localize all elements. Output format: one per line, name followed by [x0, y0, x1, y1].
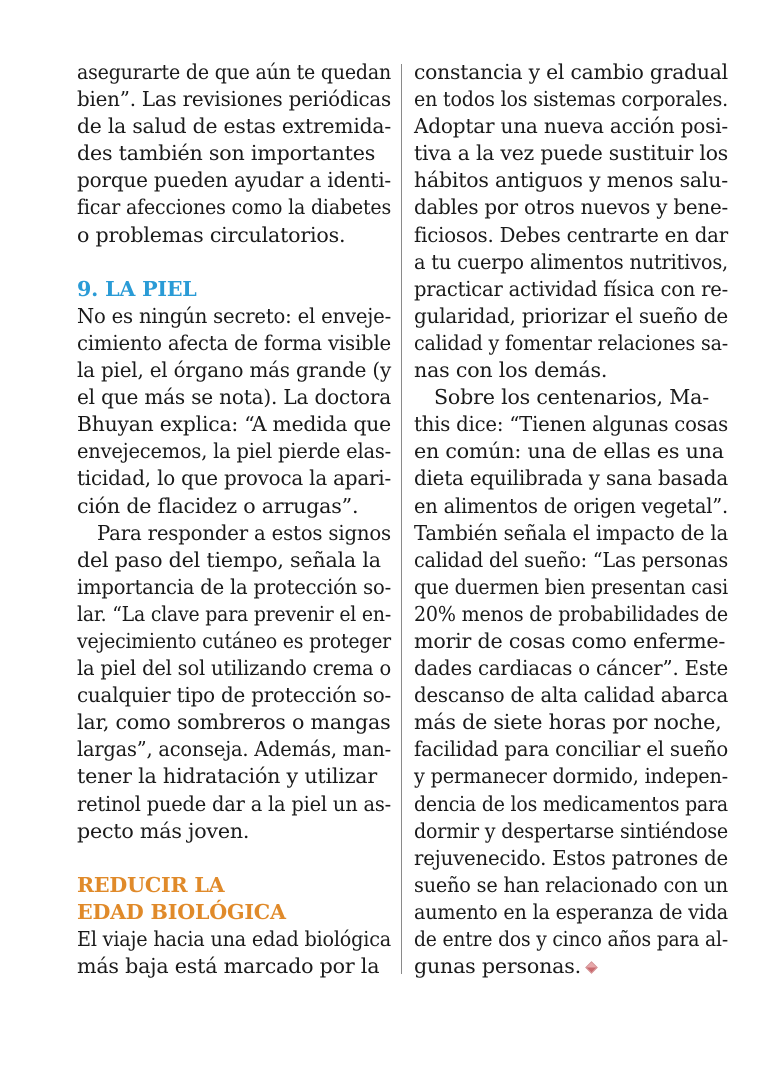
line-text: pecto más joven.: [77, 818, 250, 843]
text-line: [414, 303, 728, 330]
section-heading: [77, 276, 391, 303]
line-text: más de siete horas por noche,: [414, 710, 722, 735]
line-text: de la salud de estas extremida-: [77, 114, 391, 139]
line-text: calidad del sueño: “Las personas: [414, 547, 728, 572]
text-line: [414, 791, 728, 818]
text-line: [414, 222, 728, 249]
text-line: [414, 628, 728, 655]
line-text: o problemas circulatorios.: [77, 222, 346, 247]
line-text: ción de flacidez o arrugas”.: [77, 493, 359, 518]
line-text: envejecemos, la piel pierde elas-: [77, 439, 391, 464]
text-line: [414, 736, 728, 763]
text-line: [77, 357, 391, 384]
text-line: [414, 411, 728, 438]
line-text: retinol puede dar a la piel un as-: [77, 791, 391, 816]
line-text: asegurarte de que aún te quedan: [77, 60, 391, 84]
text-line: [77, 791, 391, 818]
text-line: [77, 736, 391, 763]
diamond-end-mark-icon: [585, 961, 598, 974]
text-line: [414, 655, 728, 682]
section-heading: [77, 872, 391, 899]
line-text: facilidad para conciliar el sueño: [414, 737, 729, 762]
line-text: de entre dos y cinco años para al-: [414, 927, 729, 951]
line-text: lar, como sombreros o mangas: [77, 710, 391, 735]
line-text: El viaje hacia una edad biológica: [77, 927, 392, 951]
text-line: [77, 601, 391, 628]
line-text: cualquier tipo de protección so-: [77, 683, 391, 708]
line-text: sueño se han relacionado con un: [414, 872, 728, 897]
line-text: Para responder a estos signos: [97, 520, 391, 545]
text-line: [77, 113, 391, 140]
left-text-column: [77, 59, 391, 980]
text-line: [414, 59, 728, 86]
paragraph-first-line: [77, 520, 391, 547]
text-line: [414, 872, 728, 899]
line-text: También señala el impacto de la: [414, 520, 728, 545]
section-heading: [77, 899, 391, 926]
paragraph-first-line: [414, 384, 728, 411]
text-line: [414, 167, 728, 194]
text-line: [414, 926, 728, 953]
line-text: importancia de la protección so-: [77, 574, 391, 599]
line-text: EDAD BIOLÓGICA: [77, 899, 286, 924]
text-line: [77, 438, 391, 465]
line-text: hábitos antiguos y menos salu-: [414, 168, 728, 193]
text-line: [414, 601, 728, 628]
text-line: [414, 520, 728, 547]
text-line: [77, 411, 391, 438]
line-text: descanso de alta calidad abarca: [414, 683, 729, 708]
line-text: REDUCIR LA: [77, 872, 225, 897]
line-text: constancia y el cambio gradual: [414, 60, 728, 84]
line-text: en alimentos de origen vegetal”.: [414, 493, 728, 518]
line-text: a tu cuerpo alimentos nutritivos,: [414, 249, 729, 274]
text-line: [77, 86, 391, 113]
text-line: [77, 547, 391, 574]
line-text: No es ningún secreto: el enveje-: [77, 303, 392, 328]
line-text: el que más se nota). La doctora: [77, 385, 391, 410]
line-text: en todos los sistemas corporales.: [414, 87, 728, 112]
line-text: dables por otros nuevos y bene-: [414, 195, 728, 220]
text-line: [77, 628, 391, 655]
text-line: [414, 547, 728, 574]
column-divider: [401, 64, 402, 974]
line-text: Sobre los centenarios, Ma-: [434, 385, 709, 410]
line-text: 9. LA PIEL: [77, 276, 197, 301]
line-text: ticidad, lo que provoca la apari-: [77, 466, 392, 491]
text-line: [77, 709, 391, 736]
text-line: [77, 763, 391, 790]
line-text: ficar afecciones como la diabetes: [77, 195, 391, 220]
text-line: [414, 763, 728, 790]
text-line: [414, 845, 728, 872]
text-line: [77, 682, 391, 709]
line-text: y permanecer dormido, indepen-: [414, 764, 729, 789]
text-line: [414, 113, 728, 140]
line-text: que duermen bien presentan casi: [414, 574, 728, 599]
line-text: vejecimiento cutáneo es proteger: [77, 628, 392, 653]
text-line: [414, 194, 728, 221]
line-text: Bhuyan explica: “A medida que: [77, 412, 391, 437]
line-text: del paso del tiempo, señala la: [77, 547, 381, 572]
line-text: bien”. Las revisiones periódicas: [77, 87, 392, 112]
line-text: más baja está marcado por la: [77, 954, 380, 979]
line-text: practicar actividad física con re-: [414, 276, 728, 301]
text-line: [77, 167, 391, 194]
text-line: [414, 493, 728, 520]
line-text: largas”, aconseja. Además, man-: [77, 737, 391, 762]
line-text: tener la hidratación y utilizar: [77, 764, 378, 789]
text-line: [77, 303, 391, 330]
line-text: 20% menos de probabilidades de: [414, 601, 729, 626]
line-text: dencia de los medicamentos para: [414, 791, 728, 816]
line-text: Adoptar una nueva acción posi-: [414, 114, 728, 139]
text-line: [414, 574, 728, 601]
text-line: [414, 899, 728, 926]
line-text: en común: una de ellas es una: [414, 439, 724, 464]
text-line: [77, 222, 391, 249]
line-text: this dice: “Tienen algunas cosas: [414, 412, 728, 437]
text-line: [77, 465, 391, 492]
text-line: [414, 330, 728, 357]
line-text: rejuvenecido. Estos patrones de: [414, 845, 729, 870]
text-line: [414, 357, 728, 384]
text-line: [414, 709, 728, 736]
line-text: dades cardiacas o cáncer”. Este: [414, 656, 728, 681]
line-text: des también son importantes: [77, 141, 376, 166]
line-text: lar. “La clave para prevenir el en-: [77, 601, 391, 626]
line-text: morir de cosas como enferme-: [414, 628, 726, 653]
line-text: calidad y fomentar relaciones sa-: [414, 330, 728, 355]
text-line: [77, 194, 391, 221]
text-line: [414, 140, 728, 167]
text-line: [77, 574, 391, 601]
text-line: [77, 140, 391, 167]
line-text: tiva a la vez puede sustituir los: [414, 141, 728, 166]
line-text: porque pueden ayudar a identi-: [77, 168, 392, 193]
text-line: [414, 953, 728, 980]
right-text-column: [414, 59, 728, 980]
line-text: aumento en la esperanza de vida: [414, 899, 728, 924]
text-line: [414, 249, 728, 276]
line-text: la piel del sol utilizando crema o: [77, 656, 391, 681]
text-line: [77, 330, 391, 357]
paragraph-spacer: [77, 845, 391, 872]
line-text: cimiento afecta de forma visible: [77, 330, 392, 355]
text-line: [77, 953, 391, 980]
text-line: [77, 818, 391, 845]
text-line: [414, 438, 728, 465]
line-text: gularidad, priorizar el sueño de: [414, 303, 728, 328]
text-line: [414, 86, 728, 113]
line-text: gunas personas.: [414, 954, 581, 979]
text-line: [77, 384, 391, 411]
line-text: ficiosos. Debes centrarte en dar: [414, 222, 728, 247]
text-line: [414, 276, 728, 303]
text-line: [77, 59, 391, 86]
paragraph-spacer: [77, 249, 391, 276]
line-text: la piel, el órgano más grande (y: [77, 358, 392, 383]
text-line: [414, 465, 728, 492]
text-line: [414, 818, 728, 845]
line-text: dormir y despertarse sintiéndose: [414, 818, 728, 843]
text-line: [414, 682, 728, 709]
line-text: nas con los demás.: [414, 358, 608, 383]
text-line: [77, 493, 391, 520]
line-text: dieta equilibrada y sana basada: [414, 466, 728, 491]
text-line: [77, 926, 391, 953]
text-line: [77, 655, 391, 682]
